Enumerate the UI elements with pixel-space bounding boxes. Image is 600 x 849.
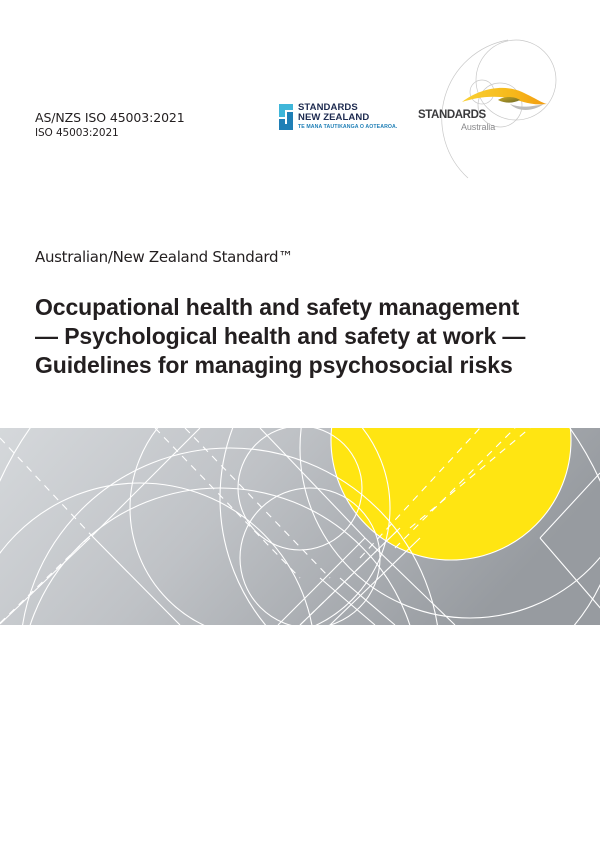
title-line-1: Occupational health and safety management <box>35 294 520 320</box>
standard-codes <box>35 110 185 140</box>
geometric-banner <box>0 428 600 625</box>
document-title <box>35 293 595 380</box>
standards-australia-wordmark: STANDARDS <box>418 109 486 121</box>
snz-name-line2: NEW ZEALAND <box>298 112 370 123</box>
title-line-2: — Psychological health and safety at work — <box>35 323 526 349</box>
standard-code-primary: AS/NZS ISO 45003:2021 <box>35 110 185 125</box>
document-type-label: Australian/New Zealand Standard™ <box>35 248 293 266</box>
snz-name-line1: STANDARDS <box>298 102 358 113</box>
standard-code-secondary: ISO 45003:2021 <box>35 127 119 139</box>
standards-australia-swoosh-icon <box>410 0 600 210</box>
standards-australia-subtext: Australia <box>461 122 496 132</box>
snz-mark-icon <box>279 104 293 130</box>
snz-tagline: TE MANA TAUTIKANGA O AOTEAROA. <box>298 124 398 130</box>
standards-new-zealand-logo <box>279 103 399 133</box>
title-line-3: Guidelines for managing psychosocial risks <box>35 352 513 378</box>
geometric-pattern-graphic <box>0 428 600 625</box>
